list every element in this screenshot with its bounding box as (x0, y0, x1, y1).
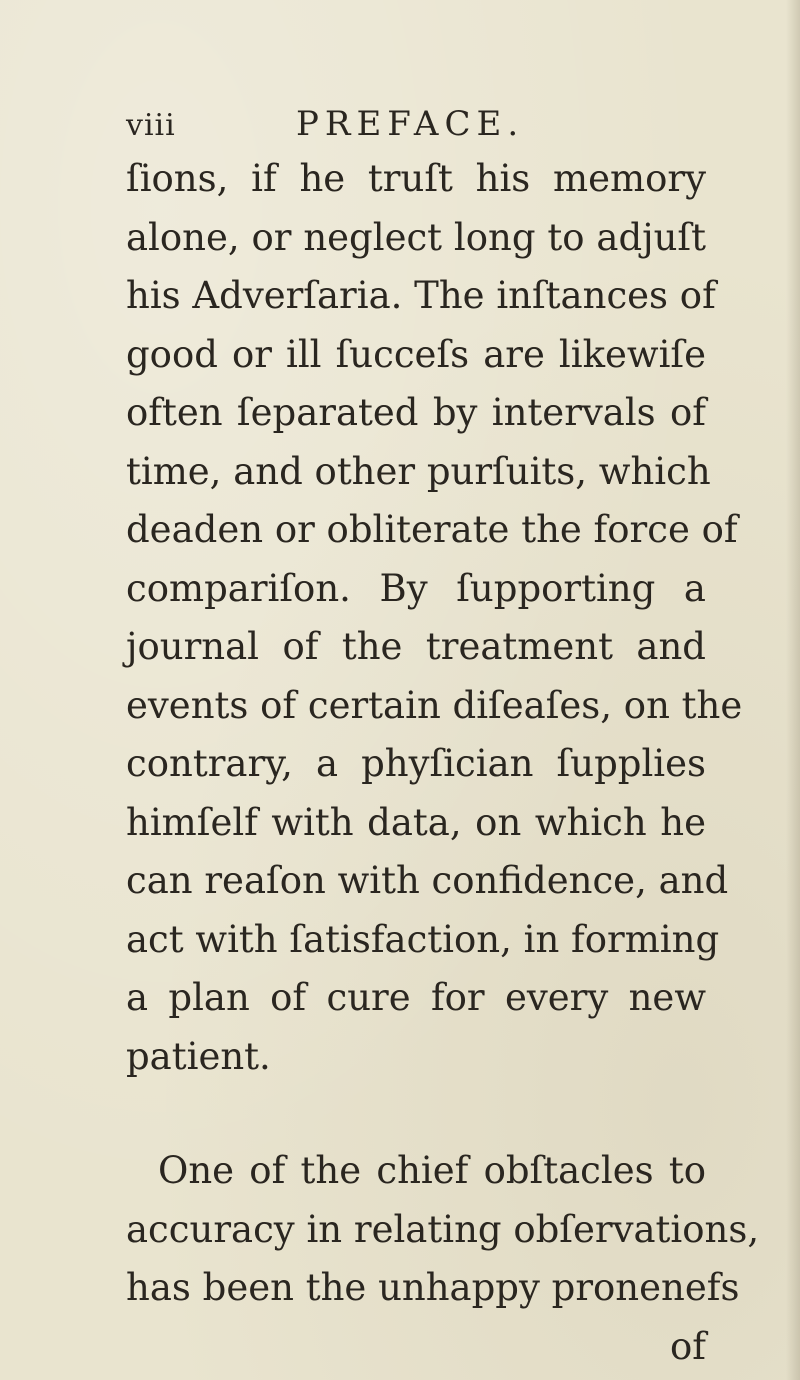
paragraph-gap (126, 1086, 706, 1142)
page-number: viii (126, 108, 176, 143)
page-edge-shadow (786, 0, 800, 1380)
text-line: accuracy in relating obſervations, (126, 1207, 760, 1251)
text-line: himſelf with data, on which he (126, 800, 706, 844)
text-line: compariſon. By ſupporting a (126, 566, 706, 610)
text-line: ſions, if he truſt his memory (126, 157, 706, 200)
text-line: events of certain diſeaſes, on the (126, 683, 743, 727)
text-line: patient. (126, 1034, 271, 1078)
text-line: journal of the treatment and (126, 625, 706, 668)
running-head: PREFACE. (296, 104, 525, 144)
text-line: One of the chief obſtacles to (158, 1149, 706, 1192)
page-header (126, 104, 686, 144)
text-line: his Adverſaria. The inſtances of (126, 274, 716, 317)
text-line: alone, or neglect long to adjuſt (126, 215, 706, 259)
paragraph-2 (126, 1142, 760, 1376)
text-line: can reaſon with confidence, and (126, 859, 729, 902)
text-line: a plan of cure for every new (126, 976, 706, 1019)
text-line: deaden or obliterate the force of (126, 508, 738, 551)
text-line: time, and other purſuits, which (126, 449, 711, 493)
text-line: often ſeparated by intervals of (126, 391, 706, 434)
text-line: act with ſatisfaction, in forming (126, 917, 720, 961)
paragraph-1 (126, 150, 743, 1086)
text-line: good or ill ſucceſs are likewiſe (126, 332, 706, 376)
text-line: has been the unhappy pronenefs (126, 1266, 740, 1309)
text-line: contrary, a phyſician ſupplies (126, 742, 706, 785)
body-text (126, 150, 760, 1376)
catchword: of (670, 1324, 706, 1368)
